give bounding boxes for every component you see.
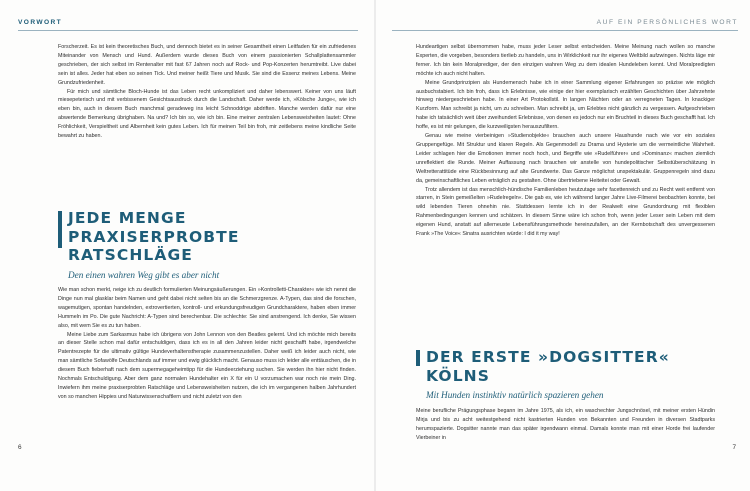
left-top-text [58,43,356,141]
page-number-left: 6 [18,444,22,451]
right-bottom-text [416,407,715,443]
paragraph: Genau wie meine vierbeinigen »Studienobjekte« brauchen auch unsere Haushunde nach wie vor ein soziales Gruppengefüge. Mit Struktur und klaren Regeln. Als Gegenmodell zu Drama und Hysterie um die vermeintliche Wahrheit. Leider schlagen hier die Emotionen immer noch hoch, und Begriffe wie »Rudelführer« und »Dominanz« machen ziemlich unreflektiert die Runde. Meiner Auffassung nach brauchen wir anstelle von hundepolitischer Selbstüberschätzung in Weltretterattitüde eine Rückbesinnung auf alte Grundwerte. Das Ganze möglichst unspektakulär. Gruppenregeln sind dazu da, gemeinschaftliches Leben erträglich zu gestalten. Ohne übertriebene Heiteitei oder Gewalt. [416,133,715,184]
right-top-text [416,43,715,239]
section-subheading: Mit Hunden instinktiv natürlich spazieren gehen [426,390,604,400]
section-heading-line: JEDE MENGE PRAXISERPROBTE [68,209,240,246]
paragraph: Wie man schon merkt, neige ich zu deutlich formulierten Meinungsäußerungen. Ein »Kontrolletti-Charakter« wie ich nennt die Dinge nun mal glasklar beim Namen und geht dabei nicht selten bis an die Schmerzgrenze. A-Typen, das sind die forschen, wagemutigen, spontan handelnden, extrovertierten, kontroll- und erkundungsfreudigen Grundcharaktere, haben eben immer Hummeln im Po. Die gute Nachricht: A-Typen sind berechenbar. Die schlechte: Sie sind anstrengend. Ich denke, Sie wissen also, mit wem Sie es zu tun haben. [58,287,356,329]
right-page [376,0,750,491]
section-heading-block-left [58,209,358,280]
paragraph: Forscherzeit. Es ist kein theoretisches Buch, und dennoch bietet es in seiner Gesamtheit einen Leitfaden für ein zufriedenes Miteinander von Mensch und Hund. Außerdem wurde dieses Buch von einem passionierten Schallplattensammler geschrieben, der sich selbst im Rentenalter mit fast 67 Jahren noch auf Rock- und Pop-Konzerten herumtreibt. Live dabei sein ist alles. Jeder hat eben so seinen Tick. Und meiner heißt Tiere und Musik. Sie sind die Essenz meines Lebens. Meine Grundzufriedenheit. [58,44,356,86]
heading-accent-bar [58,211,62,248]
paragraph: Meine Grundprinzipien als Hundemensch habe ich in einer Sammlung eigener Erfahrungen so präzise wie möglich ausbuchstabiert. Ich bin froh, dass ich Erlebnisse, wie einige der hier exemplarisch erzählten Geschichten über Jahrzehnte hinweg niedergeschrieben habe. In einer Art Protokollstil. In langen Nächten oder an verregneten Tagen. In knackiger Kurzform. Man schreibt ja nicht, um zu schreiben. Man schreibt ja, um Erlebtes nicht gänzlich zu vergessen. Aufgeschrieben habe ich tatsächlich weit über zweihundert Erlebnisse, von denen es jedoch nur ein Bruchteil in dieses Buch geschafft hat. Ich hoffe, es ist mir gelungen, die kurzweiligsten herauszufiltern. [416,79,715,131]
paragraph: Meine Liebe zum Sarkasmus habe ich übrigens von John Lennon von den Beatles gelernt. Und ich möchte mich bereits an dieser Stelle schon mal dafür entschuldigen, dass ich es in all den Jahren leider nicht geschafft habe, irgendwelche Patentrezepte für die ultimativ gültige Hundeverhaltenstherapie zusammenzustellen. Daher weiß ich leider auch nicht, wie man sämtliche Sofawölfe Deutschlands auf immer und ewig glücklich macht. Genauso muss ich leider alle enttäuschen, die in diesem Buch fieberhaft nach dem supermegageheimtipp für die Hundeerziehung suchen. Sie werden ihn hier nicht finden. Nochmals Entschuldigung. Aber dem ganz normalen Hundehalter ein X für ein U vorzumachen war noch nie mein Ding. Inwiefern ihm meine praxiserprobten Ratschläge und Lebensweisheiten nutzen, die ich im vergangenen halben Jahrhundert von so manchen Hippies und Naturwissenschaftlern und nicht zuletzt von den [58,331,356,400]
heading-accent-bar [416,350,420,366]
page-number-right: 7 [732,444,736,451]
running-head-left: VORWORT [18,19,63,26]
left-page [0,0,374,491]
section-heading-line: DER ERSTE »DOGSITTER« KÖLNS [426,348,670,385]
section-heading-line: RATSCHLÄGE [68,246,193,264]
header-rule-left [18,30,358,31]
header-rule-right [392,30,738,31]
paragraph: Für mich und sämtliche Bloch-Hunde ist das Leben recht unkompliziert und daher lebenswert. Keiner von uns läuft miesepeterisch und mit verbissenem Gesichtsausdruck durch die Landschaft. Daher werde ich, »Kölsche Junge«, wie ich eben bin, auch in diesem Buch manchmal geradeweg ins leicht Schnoddrige abdriften. Manche werden dafür nur eine abwertende Bemerkung übrighaben. Na und? Ich bin so, wie ich bin. Eine meiner zentralen Lebensweisheiten lautet: Ohne Fröhlichkeit, Verspieltheit und Albernheit kein gutes Leben. Ich für meinen Teil bin froh, mir zeitlebens meine kindliche Seite bewahrt zu haben. [58,88,356,140]
section-subheading: Den einen wahren Weg gibt es aber nicht [68,269,220,280]
paragraph: Meine berufliche Prägungsphase begann im Jahre 1975, als ich, ein waschechter Jungschnösel, mit meiner ersten Hündin Mirja und bis zu acht weitestgehend nicht kastrierten Hunden von Bekannten und Freunden in diversen Stadtparks herumspazierte. Dogsitter nannte man das später irgendwann einmal. Damals konnte man mit einer Horde frei laufender Vierbeiner in [416,408,715,441]
paragraph: Hundeartigen selbst übernommen habe, muss jeder Leser selbst entscheiden. Meine Meinung nach wollen so manche Experten, die vorgeben, besonders tierlieb zu handeln, uns in Wirklichkeit nur ihr eigenes Weltbild aufzwingen. Nichts läge mir ferner. Ich bin kein Moralprediger, der den einzigen wahren Weg zu dem idealen Hundeleben kennt. Und Moralpredigten möchte ich auch nicht halten. [416,44,715,77]
running-head-right: AUF EIN PERSÖNLICHES WORT [596,19,738,26]
section-heading-block-right [416,348,726,400]
left-bottom-text [58,286,356,402]
paragraph: Trotz allendem ist das menschlich-hündische Familienleben heutzutage sehr facettenreich und zu Recht weit entfernt von starren, in Stein gemeißelten »Rudelregeln«. Die gab es, wie ich während langer Jahre Live-Filmerei beobachten konnte, bei wild lebenden Tieren ohnehin nie. Stattdessen lernte ich in der Realwelt eine Grundordnung mit flexiblen Rahmenbedingungen kennen und schätzen. In diesem Sinne wäre ich schon froh, wenn jeder Leser sein Leben mit dem eigenen Hund, anstatt auf allerneuste Lebensführungsmethode hereinzufallen, an der Kernbotschaft des unvergessenen Frank »The Voice« Sinatra ausrichten würde: I did it my way! [416,186,715,238]
